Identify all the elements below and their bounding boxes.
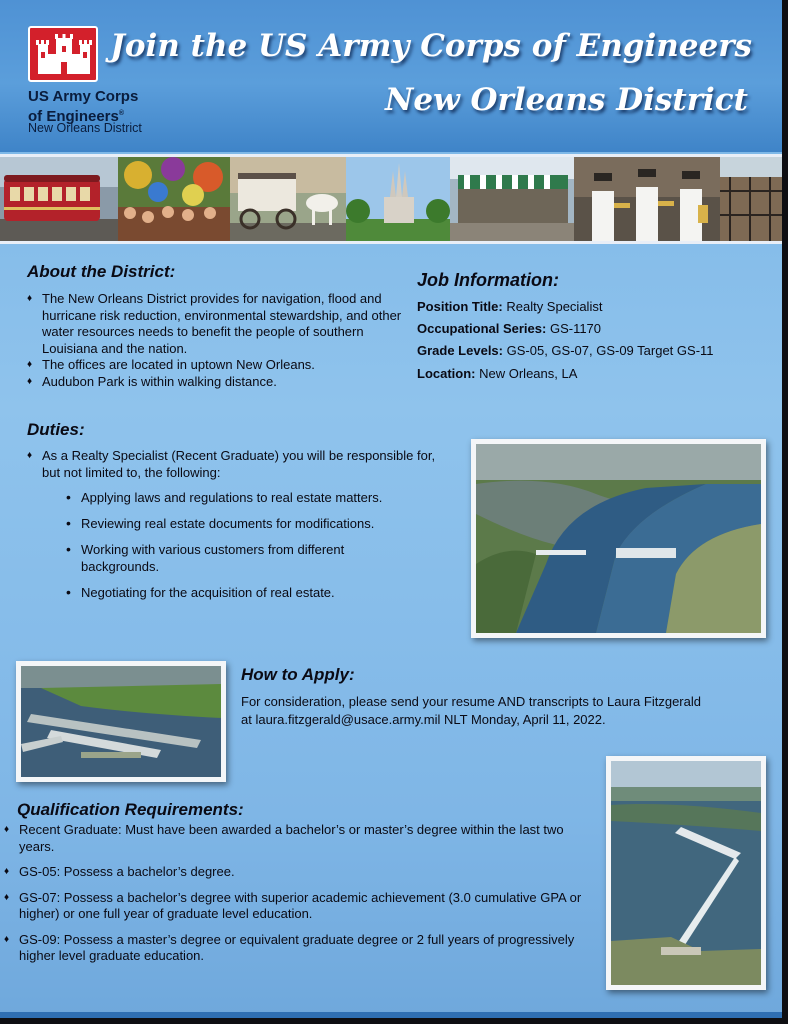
cathedral-photo [346,157,450,241]
carriage-photo [230,157,346,241]
balcony-photo [720,157,782,241]
about-list-container [27,291,407,390]
about-item-3: ♦ Audubon Park is within walking distance. [27,374,407,391]
barrier-aerial-photo [606,756,766,990]
position-label: Position Title: [417,299,503,314]
canal-aerial-photo [471,439,766,638]
qualification-item-1: ♦ Recent Graduate: Must have been awarded a bachelor’s or master’s degree within the last two years. [4,822,598,855]
org-district: New Orleans District [28,121,142,135]
grade-label: Grade Levels: [417,343,503,358]
series-value: GS-1170 [549,321,602,336]
qualification-item-4: ♦ GS-09: Possess a master’s degree or equivalent graduate degree or 2 full years of progressively higher level graduate education. [4,932,598,965]
position-row [417,299,602,314]
lock-aerial-photo [16,661,226,782]
about-heading: About the District: [27,262,176,281]
duties-intro: ♦ As a Realty Specialist (Recent Graduate) you will be responsible for, but not limited to, the following: [27,448,447,481]
bottom-bar [0,1012,782,1018]
flyer-title-line2: New Orleans District [385,82,748,118]
location-value: New Orleans, LA [479,366,578,381]
series-label: Occupational Series: [417,321,547,336]
series-row [417,321,601,336]
grade-row [417,343,714,358]
duty-item-3: • Working with various customers from different backgrounds. [66,541,396,575]
qualifications-heading: Qualification Requirements: [17,800,244,819]
jazz-band-photo [574,157,720,241]
qualification-item-3: ♦ GS-07: Possess a bachelor’s degree with superior academic achievement (3.0 cumulative GPA or higher) or one full year of graduate level education. [4,890,598,923]
duty-item-1: • Applying laws and regulations to real estate matters. [66,489,396,506]
how-to-apply-heading: How to Apply: [241,665,355,684]
qualifications-list-container [4,822,598,965]
header-banner [0,0,782,152]
festival-crowd-photo [118,157,230,241]
cafe-photo [450,157,574,241]
position-value: Realty Specialist [506,299,603,314]
grade-value: GS-05, GS-07, GS-09 Target GS-11 [506,343,714,358]
about-item-1: ♦ The New Orleans District provides for navigation, flood and hurricane risk reduction, environmental stewardship, and other water resources needs to benefit the people of southern Louisiana and the nation. [27,291,407,357]
org-name-line1: US Army Corps [28,88,139,105]
location-row [417,366,577,381]
duty-item-4: • Negotiating for the acquisition of real estate. [66,584,396,601]
duty-item-2: • Reviewing real estate documents for modifications. [66,515,396,532]
flyer-title-line1: Join the US Army Corps of Engineers [110,28,752,64]
photo-strip [0,154,782,244]
org-name-line2: of Engineers® [28,108,125,125]
qualification-item-2: ♦ GS-05: Possess a bachelor’s degree. [4,864,598,881]
castle-icon [28,26,98,82]
streetcar-photo [0,157,118,241]
duties-heading: Duties: [27,420,85,439]
location-label: Location: [417,366,476,381]
duties-intro-container [27,448,447,481]
duties-list-container [66,489,396,601]
about-item-2: ♦ The offices are located in uptown New Orleans. [27,357,407,374]
how-to-apply-text: For consideration, please send your resume AND transcripts to Laura Fitzgerald at laura.fitzgerald@usace.army.mil NLT Monday, April 11, 2022. [241,694,701,727]
job-info-heading: Job Information: [417,270,559,290]
